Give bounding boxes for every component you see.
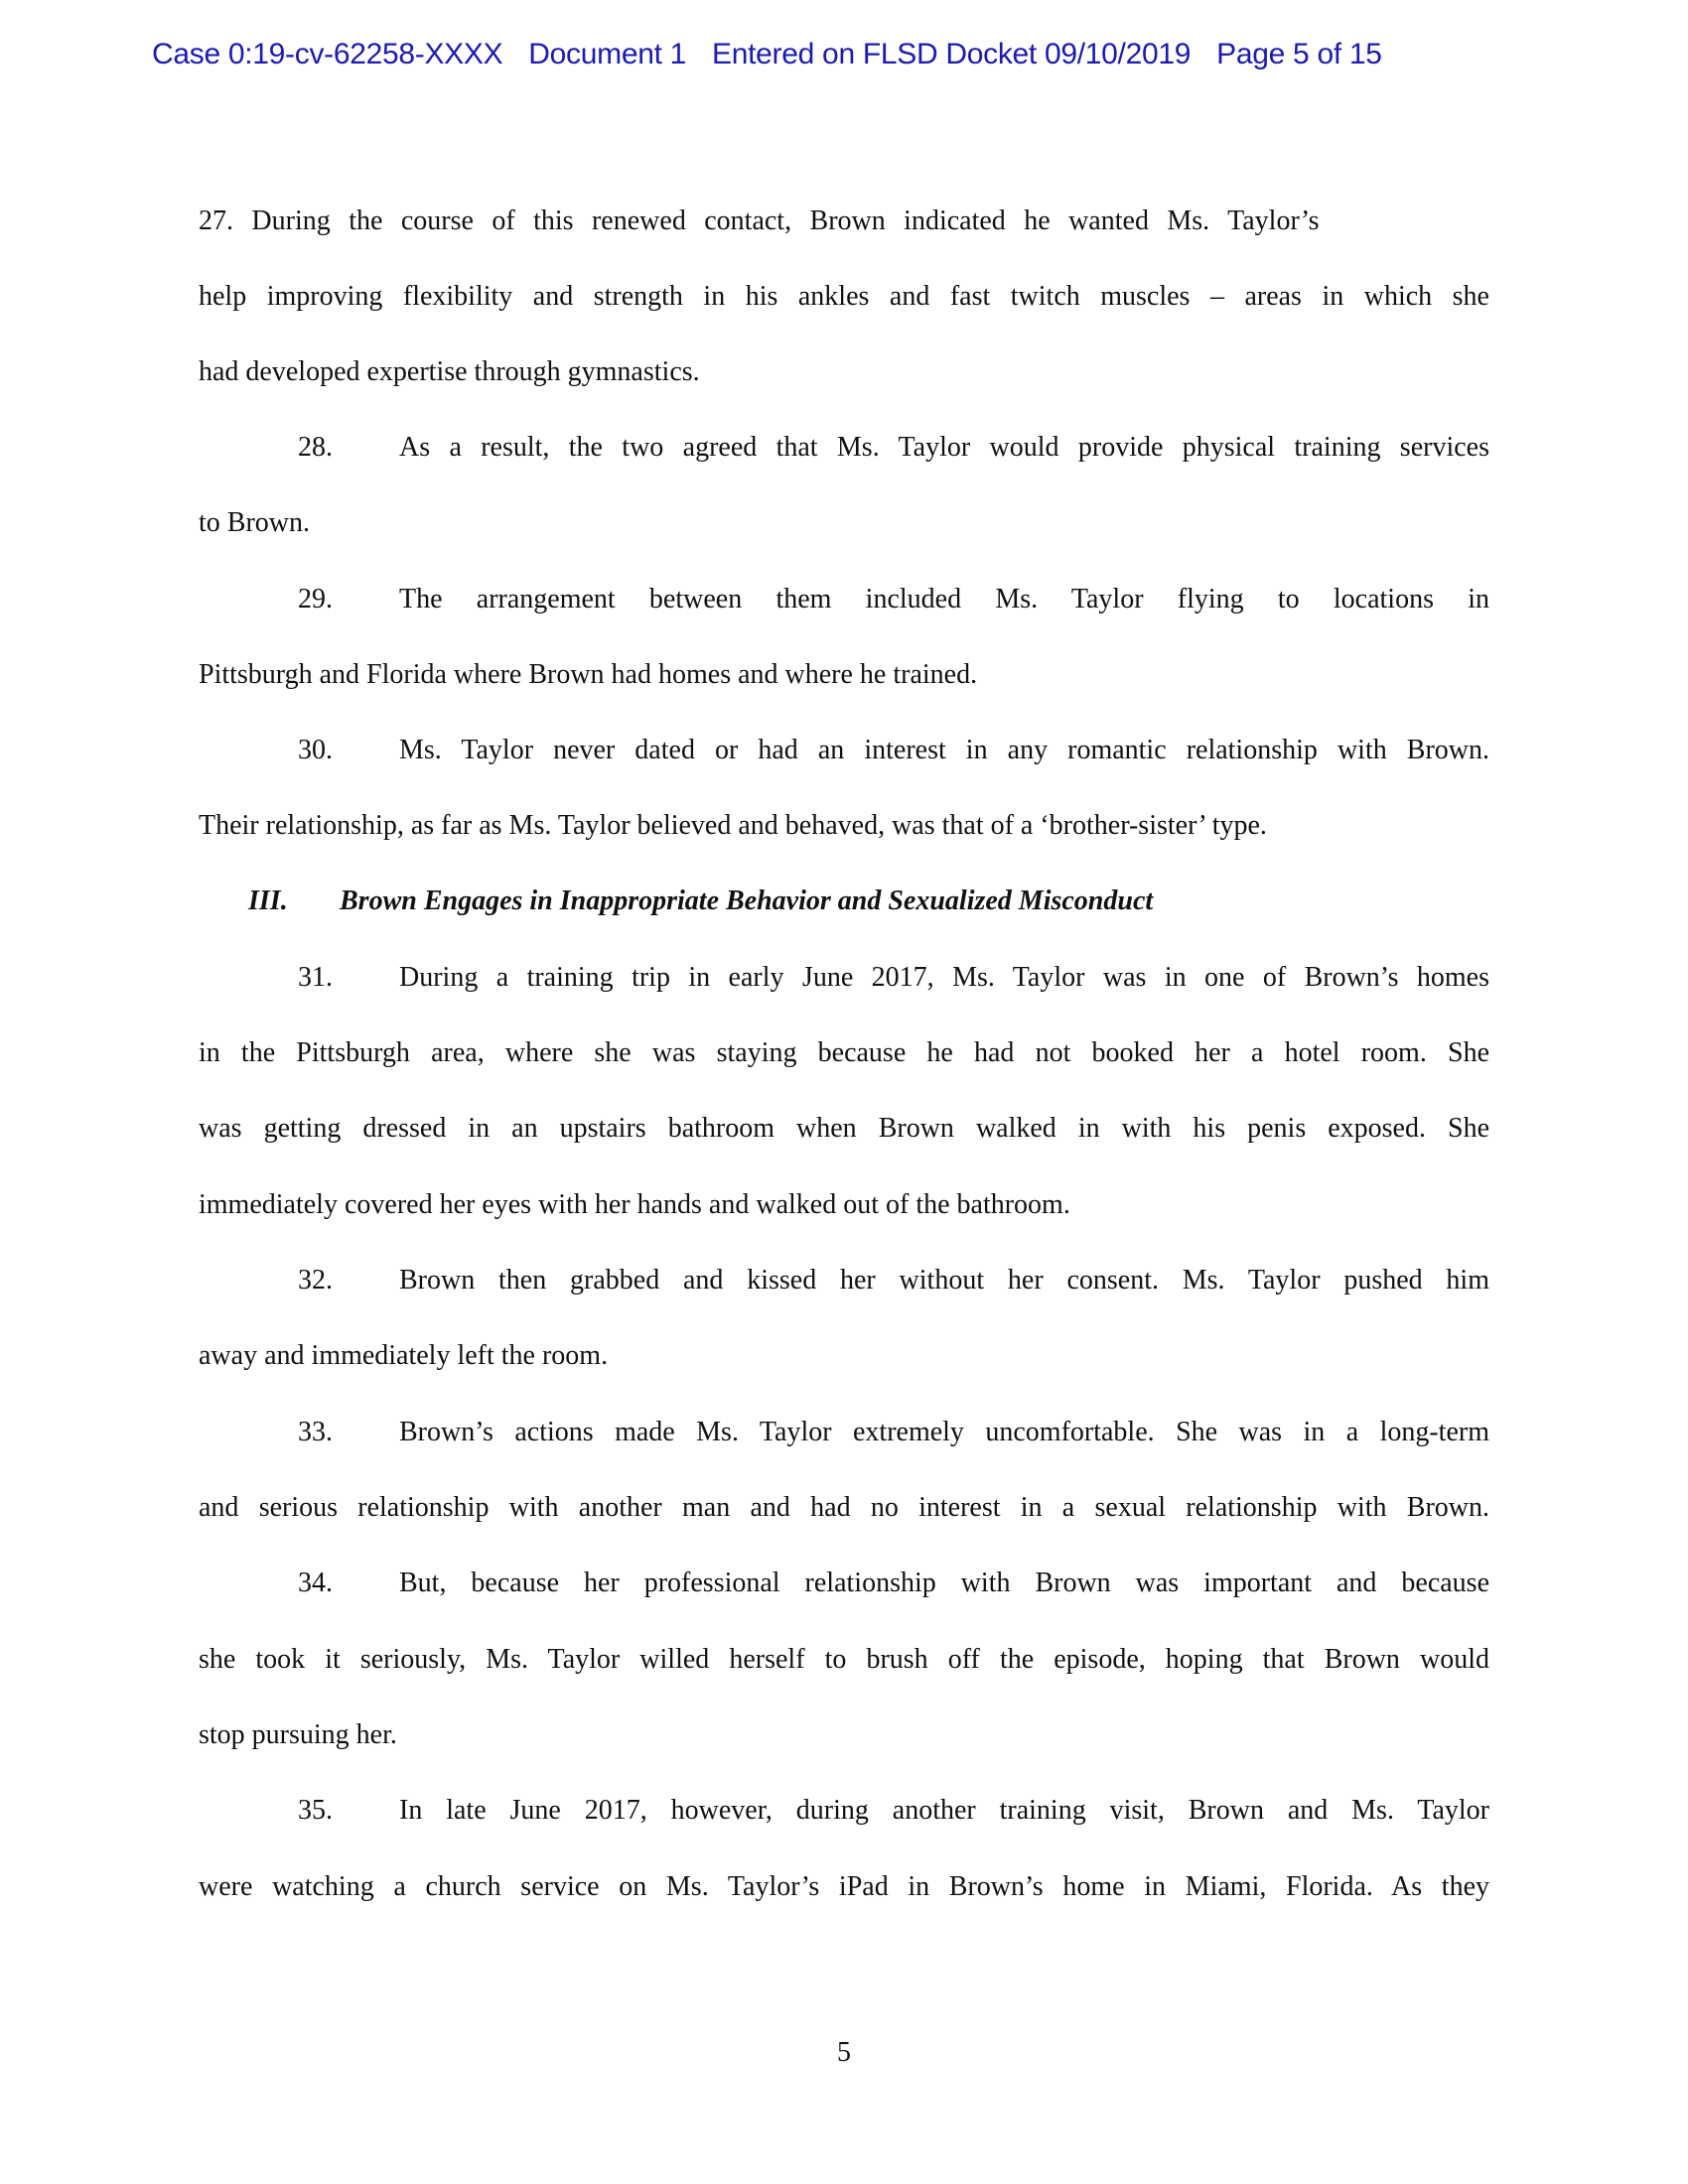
paragraph-line: As a result, the two agreed that Ms. Taylor would provide physical training services [399, 432, 1489, 463]
paragraph-line: away and immediately left the room. [199, 1340, 609, 1371]
paragraph-number: 34. [298, 1568, 333, 1598]
paragraph-line: Brown then grabbed and kissed her without her consent. Ms. Taylor pushed him [399, 1265, 1489, 1296]
page-count: Page 5 of 15 [1216, 38, 1382, 70]
section-number: III. [248, 886, 288, 916]
paragraph-line: But, because her professional relationship with Brown was important and because [399, 1568, 1489, 1598]
case-header [152, 38, 1532, 71]
paragraph-line: During a training trip in early June 2017, Ms. Taylor was in one of Brown’s homes [399, 962, 1489, 993]
paragraph-line: Pittsburgh and Florida where Brown had homes and where he trained. [199, 659, 978, 690]
paragraph-line: was getting dressed in an upstairs bathroom when Brown walked in with his penis exposed. She [199, 1113, 1489, 1144]
paragraph-line: had developed expertise through gymnastics. [199, 356, 700, 387]
paragraph-line: she took it seriously, Ms. Taylor willed herself to brush off the episode, hoping that Brown would [199, 1644, 1489, 1675]
section-heading [199, 885, 1489, 918]
paragraph-line: were watching a church service on Ms. Taylor’s iPad in Brown’s home in Miami, Florida. As they [199, 1871, 1489, 1902]
paragraph-line: in the Pittsburgh area, where she was staying because he had not booked her a hotel room. She [199, 1037, 1489, 1068]
paragraph-number: 31. [298, 962, 333, 993]
paragraph-number: 33. [298, 1417, 333, 1447]
paragraph-line: and serious relationship with another man and had no interest in a sexual relationship with Brown. [199, 1492, 1489, 1523]
paragraph-line: Their relationship, as far as Ms. Taylor believed and behaved, was that of a ‘brother-sister’ type. [199, 810, 1267, 841]
docket-entry: Entered on FLSD Docket 09/10/2019 [712, 38, 1192, 70]
paragraph-number: 35. [298, 1795, 333, 1826]
paragraph-line: stop pursuing her. [199, 1719, 397, 1750]
section-title: Brown Engages in Inappropriate Behavior and Sexualized Misconduct [340, 886, 1154, 916]
document-number: Document 1 [528, 38, 687, 70]
paragraph-number: 30. [298, 735, 333, 765]
paragraph-line: Ms. Taylor never dated or had an interest in any romantic relationship with Brown. [399, 735, 1489, 765]
paragraph-number: 29. [298, 584, 333, 614]
case-number: Case 0:19-cv-62258-XXXX [152, 38, 503, 70]
paragraph-line: The arrangement between them included Ms. Taylor flying to locations in [399, 584, 1489, 614]
paragraph-line: Brown’s actions made Ms. Taylor extremely uncomfortable. She was in a long-term [399, 1417, 1489, 1447]
paragraph-line: help improving flexibility and strength in his ankles and fast twitch muscles – areas in which she [199, 281, 1489, 312]
paragraph-line: In late June 2017, however, during another training visit, Brown and Ms. Taylor [399, 1795, 1489, 1826]
paragraph-line: to Brown. [199, 507, 310, 538]
paragraph-number: 28. [298, 432, 333, 463]
page-number: 5 [837, 2037, 851, 2068]
paragraph-number: 32. [298, 1265, 333, 1296]
paragraph-line: immediately covered her eyes with her hands and walked out of the bathroom. [199, 1189, 1070, 1220]
